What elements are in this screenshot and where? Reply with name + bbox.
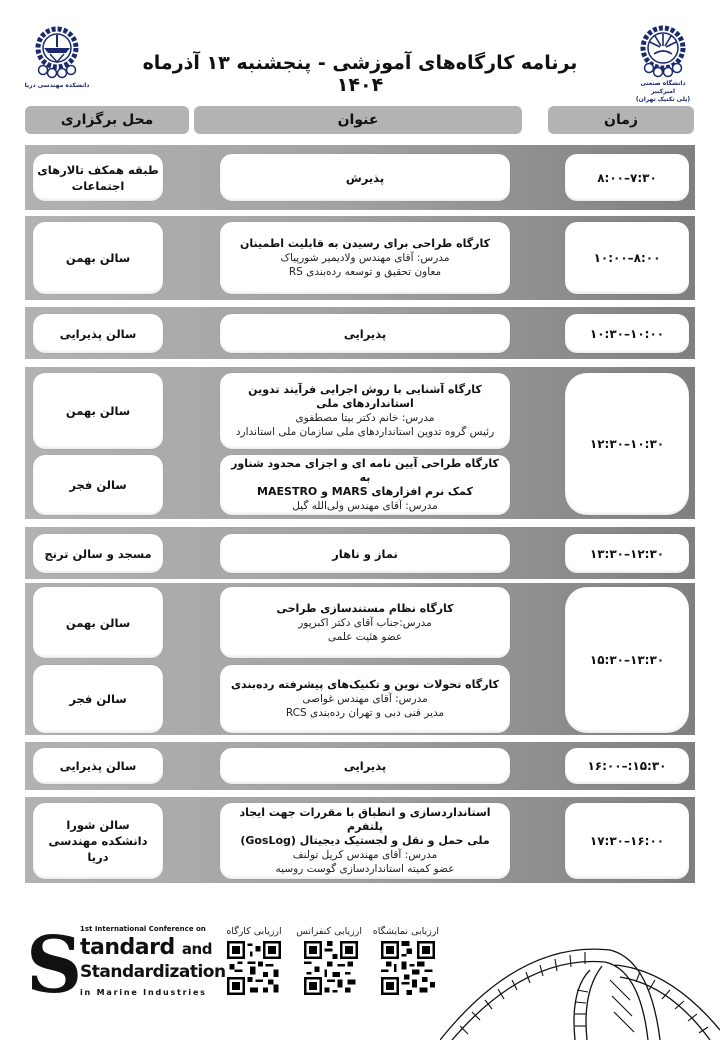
logo-right-caption-2: (پلی تکنیک تهران) [635,96,691,103]
instructor: مدرس: آقای مهندس غواصی [302,693,428,705]
location-cell [33,314,163,353]
column-header-title: عنوان [194,106,522,134]
ribbon-decoration-icon [440,930,720,1040]
qr-exhibition-evaluation[interactable] [372,926,439,999]
location-line: مسجد و سالن ترنج [44,546,152,561]
schedule-row [25,307,695,359]
location-line: سالن پذیرایی [59,326,137,341]
instructor-role: معاون تحقیق و توسعه رده‌بندی RS [288,266,442,278]
time-cell: ۷:۳۰–۸:۰۰ [565,154,689,201]
location-line: سالن شورا [66,818,130,832]
instructor-role: رئیس گروه تدوین استانداردهای ملی سازمان ملی استاندارد [235,426,495,438]
location-cell [33,222,163,294]
location-line: سالن بهمن [65,251,131,265]
session-title: کمک نرم افزارهای MARS و MAESTRO [257,485,473,498]
location-line: طبقه همکف تالارهای [37,162,159,177]
instructor: مدرس: آقای مهندس ولادیمیر شورپیاک [280,252,450,264]
conference-logo [26,920,226,1011]
title-cell [220,803,510,879]
session-title: پذیرایی [343,759,387,773]
location-cell [33,373,163,449]
location-line: سالن فجر [69,692,127,706]
title-cell [220,748,510,784]
conference-line-2-word: tandard [80,935,175,960]
instructor: مدرس: آقای مهندس کریل تولنف [292,849,438,861]
session-title: کارگاه تحولات نوین و تکنیک‌های پیشرفته رده‌بندی [230,678,500,691]
time-cell: ۱۲:۳۰–۱۳:۳۰ [565,534,689,573]
title-cell [220,534,510,573]
instructor: مدرس: خانم دکتر بیتا مصطفوی [295,412,435,424]
instructor: مدرس:جناب آقای دکتر اکبرپور [298,616,432,629]
session-title: استانداردهای ملی [316,397,414,410]
title-cell [220,587,510,658]
time-cell: ۱۰:۰۰–۱۰:۳۰ [565,314,689,353]
location-line: دانشکده مهندسی دریا [48,834,148,864]
location-line: سالن فجر [69,478,127,492]
schedule-row [25,583,695,735]
location-line: سالن بهمن [65,615,131,630]
session-title: ملی حمل و نقل و لجستیک دیجیتال (GosLog) [240,834,490,847]
session-title: کارگاه طراحی برای رسیدن به قابلیت اطمینان [240,237,490,250]
qr-workshop-evaluation[interactable] [223,926,285,999]
title-cell [220,314,510,353]
title-cell [220,373,510,449]
qr-code-icon[interactable] [227,941,281,995]
logo-left-caption: دانشکده مهندسی دریا [24,82,90,89]
title-cell [220,665,510,733]
session-title: کارگاه طراحی آیین نامه ای و اجزای محدود شناور به [231,457,499,484]
title-cell [220,222,510,294]
location-cell [33,587,163,658]
schedule-row [25,367,695,519]
location-cell [33,665,163,733]
schedule-row [25,216,695,300]
conference-line-2 [80,935,212,960]
location-line: اجتماعات [71,178,125,193]
session-title: کارگاه آشنایی با روش اجرایی فرآیند تدوین [248,383,482,396]
qr-code-icon[interactable] [381,941,435,995]
time-cell: ۸:۰۰–۱۰:۰۰ [565,222,689,294]
logo-right-caption-1: دانشگاه صنعتی امیرکبیر [640,80,686,95]
instructor-role: مدیر فنی دبی و تهران رده‌بندی RCS [285,707,445,719]
schedule-row [25,527,695,579]
location-cell [33,154,163,201]
conference-line-4: in Marine Industries [80,988,207,997]
page-title: برنامه کارگاه‌های آموزشی - پنجشنبه ۱۳ آذرماه ۱۴۰۴ [142,52,578,96]
location-cell [33,748,163,784]
location-line: سالن پذیرایی [59,759,137,773]
time-cell: ۱۳:۳۰–۱۵:۳۰ [565,587,689,733]
instructor-role: عضو هئیت علمی [327,630,403,643]
title-cell [220,455,510,515]
amirkabir-university-logo [628,24,698,103]
qr-label: ارزیابی نمایشگاه [372,926,439,937]
instructor: مدرس: آقای مهندس ولی‌الله گیل [292,500,438,512]
session-title: نماز و ناهار [332,546,398,561]
session-title: پذیرایی [343,326,387,341]
instructor-role: عضو کمیته استانداردسازی گوست روسیه [275,863,455,875]
schedule-row [25,797,695,883]
qr-label: ارزیابی کنفرانس [296,926,362,937]
session-title: استانداردسازی و انطباق با مقررات جهت ایجاد پلتفرم [239,806,491,833]
conference-line-3: Standardization [80,962,226,982]
qr-code-icon[interactable] [304,941,358,995]
qr-conference-evaluation[interactable] [296,926,362,999]
location-cell [33,534,163,573]
session-title: پذیرش [345,170,385,185]
ship-emblem-icon [32,24,82,82]
column-header-time: زمان [548,106,694,134]
title-cell [220,154,510,201]
conference-line-2-and: and [181,940,212,958]
time-cell: ۱۰:۳۰–۱۲:۳۰ [565,373,689,515]
location-cell [33,455,163,515]
conference-big-s: S [26,920,83,1011]
time-cell: ۱۵:۳۰:–۱۶:۰۰ [565,748,689,784]
qr-label: ارزیابی کارگاه [226,926,282,937]
marine-engineering-faculty-logo [22,24,92,96]
university-emblem-icon [637,24,689,80]
schedule-row [25,145,695,210]
location-cell [33,803,163,879]
session-title: کارگاه نظام مستندسازی طراحی [276,601,454,615]
conference-line-1: 1st International Conference on [80,925,206,933]
location-line: سالن بهمن [65,404,131,418]
schedule-row [25,742,695,790]
time-cell: ۱۶:۰۰–۱۷:۳۰ [565,803,689,879]
column-header-location: محل برگزاری [25,106,189,134]
